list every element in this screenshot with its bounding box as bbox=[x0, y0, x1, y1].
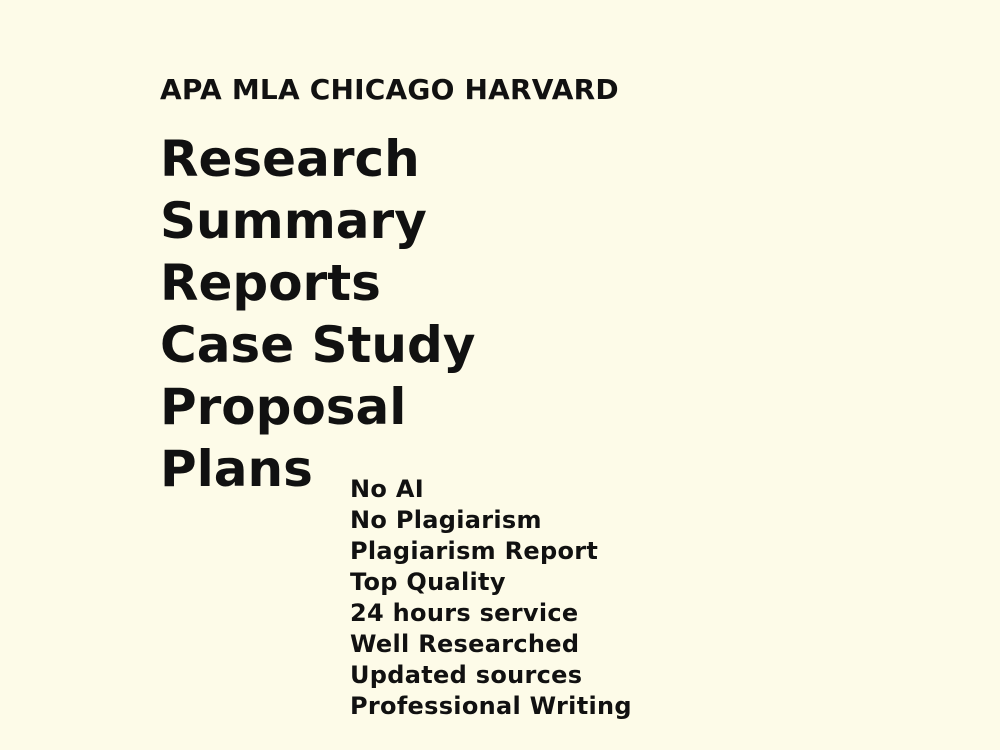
feature-item-professional-writing: Professional Writing bbox=[350, 692, 632, 720]
feature-item-plagiarism-report: Plagiarism Report bbox=[350, 537, 599, 565]
features-list bbox=[350, 474, 632, 722]
citation-styles-heading: APA MLA CHICAGO HARVARD bbox=[160, 73, 619, 106]
feature-item-no-plagiarism: No Plagiarism bbox=[350, 506, 542, 534]
services-list bbox=[160, 128, 475, 500]
feature-item-well-researched: Well Researched bbox=[350, 630, 580, 658]
service-item-case-study: Case Study bbox=[160, 316, 476, 374]
feature-item-updated-sources: Updated sources bbox=[350, 661, 583, 689]
feature-item-no-ai: No AI bbox=[350, 475, 424, 503]
feature-item-24-hours-service: 24 hours service bbox=[350, 599, 579, 627]
service-item-research: Research bbox=[160, 130, 420, 188]
service-item-summary: Summary bbox=[160, 192, 427, 250]
service-item-reports: Reports bbox=[160, 254, 381, 312]
feature-item-top-quality: Top Quality bbox=[350, 568, 506, 596]
service-item-proposal: Proposal bbox=[160, 378, 407, 436]
service-item-plans: Plans bbox=[160, 440, 313, 498]
